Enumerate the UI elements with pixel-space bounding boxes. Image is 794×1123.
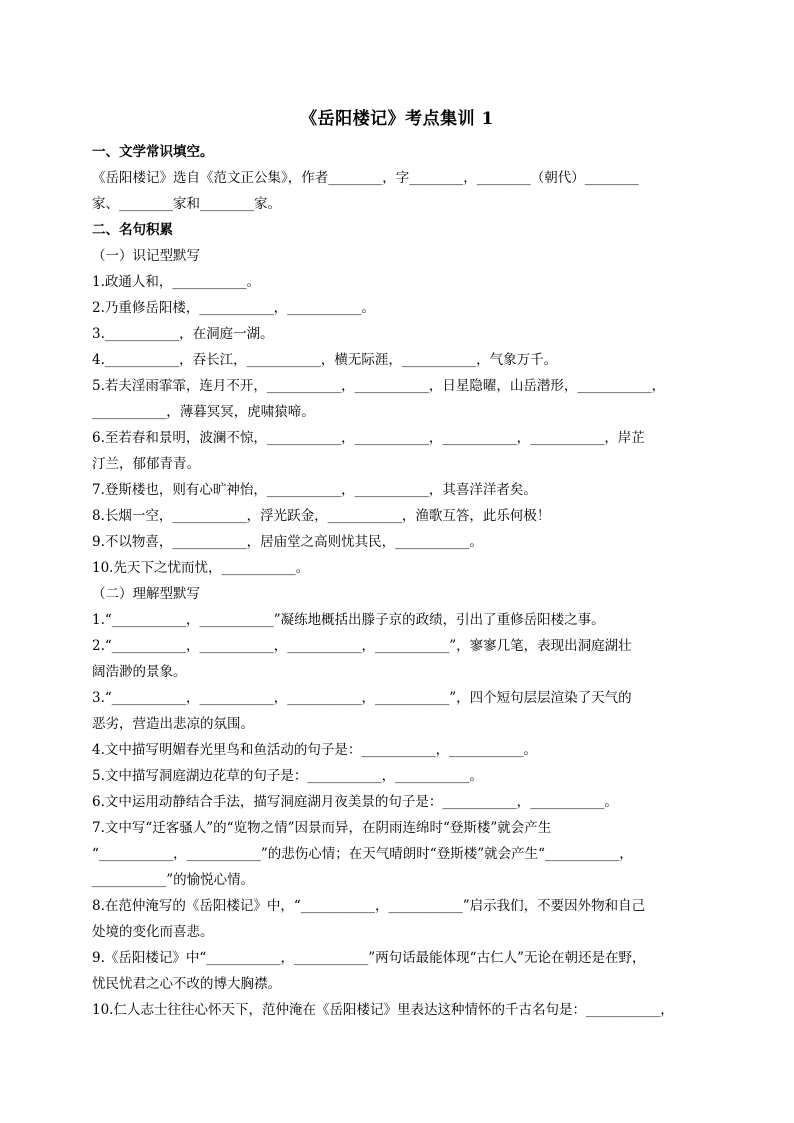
understanding-question-3-line-1: 3.“___________，___________，___________，___________”，四个短句层层渲染了天气的 <box>92 690 632 706</box>
memory-question-10: 10.先天下之忧而忧，___________。 <box>92 560 310 576</box>
memory-question-4: 4.___________，吞长江，___________，横无际涯，___________，气象万千。 <box>92 352 558 368</box>
memory-question-9: 9.不以物喜，___________，居庙堂之高则忧其民，___________。 <box>92 534 483 550</box>
memory-question-8: 8.长烟一空，___________，浮光跃金，___________，渔歌互答，此乐何极！ <box>92 508 551 524</box>
memory-question-2: 2.乃重修岳阳楼，___________，___________。 <box>92 300 375 316</box>
understanding-question-7-line-2: “___________，___________”的悲伤心情；在天气晴朗时“登斯楼”就会产生“___________， <box>92 846 633 862</box>
understanding-question-3-line-2: 恶劣，营造出悲凉的氛围。 <box>92 716 254 732</box>
understanding-question-5: 5.文中描写洞庭湖边花草的句子是：___________，___________。 <box>92 768 483 784</box>
document-body <box>92 139 710 1023</box>
subsection-heading-understanding: （二）理解型默写 <box>92 586 200 602</box>
understanding-question-6: 6.文中运用动静结合手法，描写洞庭湖月夜美景的句子是：___________，___________。 <box>92 794 618 810</box>
understanding-question-2-line-1: 2.“___________，___________，___________，___________”，寥寥几笔，表现出洞庭湖壮 <box>92 638 632 654</box>
subsection-heading-memory: （一）识记型默写 <box>92 248 200 264</box>
literature-question-line-1: 《岳阳楼记》选自《范文正公集》，作者________，字________，________（朝代）________ <box>92 170 639 186</box>
memory-question-1: 1.政通人和，___________。 <box>92 274 261 290</box>
understanding-question-9-line-2: 忧民忧君之心不改的博大胸襟。 <box>92 976 281 992</box>
understanding-question-2-line-2: 阔浩渺的景象。 <box>92 664 187 680</box>
memory-question-6-line-2: 汀兰，郁郁青青。 <box>92 456 200 472</box>
understanding-question-9-line-1: 9.《岳阳楼记》中“___________，___________”两句话最能体现“古仁人”无论在朝还是在野， <box>92 950 646 966</box>
understanding-question-1: 1.“___________，___________”凝练地概括出滕子京的政绩，引出了重修岳阳楼之事。 <box>92 612 605 628</box>
section-heading-quotes: 二、名句积累 <box>92 222 173 238</box>
memory-question-7: 7.登斯楼也，则有心旷神怡，___________，___________，其喜洋洋者矣。 <box>92 482 537 498</box>
literature-question-line-2: 家、________家和________家。 <box>92 196 281 212</box>
understanding-question-10: 10.仁人志士往往心怀天下，范仲淹在《岳阳楼记》里表达这种情怀的千古名句是：___________， <box>92 1002 674 1018</box>
memory-question-6-line-1: 6.至若春和景明，波澜不惊，___________，___________，___________，___________，岸芷 <box>92 430 645 446</box>
understanding-question-4: 4.文中描写明媚春光里鸟和鱼活动的句子是：___________，___________。 <box>92 742 537 758</box>
understanding-question-7-line-1: 7.文中写“迁客骚人”的“览物之情”因景而异，在阴雨连绵时“登斯楼”就会产生 <box>92 820 552 836</box>
section-heading-literature: 一、文学常识填空。 <box>92 144 214 160</box>
understanding-question-8-line-2: 处境的变化而喜悲。 <box>92 924 214 940</box>
understanding-question-7-line-3: ___________”的愉悦心情。 <box>92 872 255 888</box>
document-title: 《岳阳楼记》考点集训 1 <box>300 109 494 129</box>
memory-question-5-line-2: ___________，薄暮冥冥，虎啸猿啼。 <box>92 404 315 420</box>
memory-question-5-line-1: 5.若夫淫雨霏霏，连月不开，___________，___________，日星隐曜，山岳潜形，___________， <box>92 378 666 394</box>
memory-question-3: 3.___________，在洞庭一湖。 <box>92 326 274 342</box>
understanding-question-8-line-1: 8.在范仲淹写的《岳阳楼记》中，“___________，___________”启示我们，不要因外物和自己 <box>92 898 646 914</box>
